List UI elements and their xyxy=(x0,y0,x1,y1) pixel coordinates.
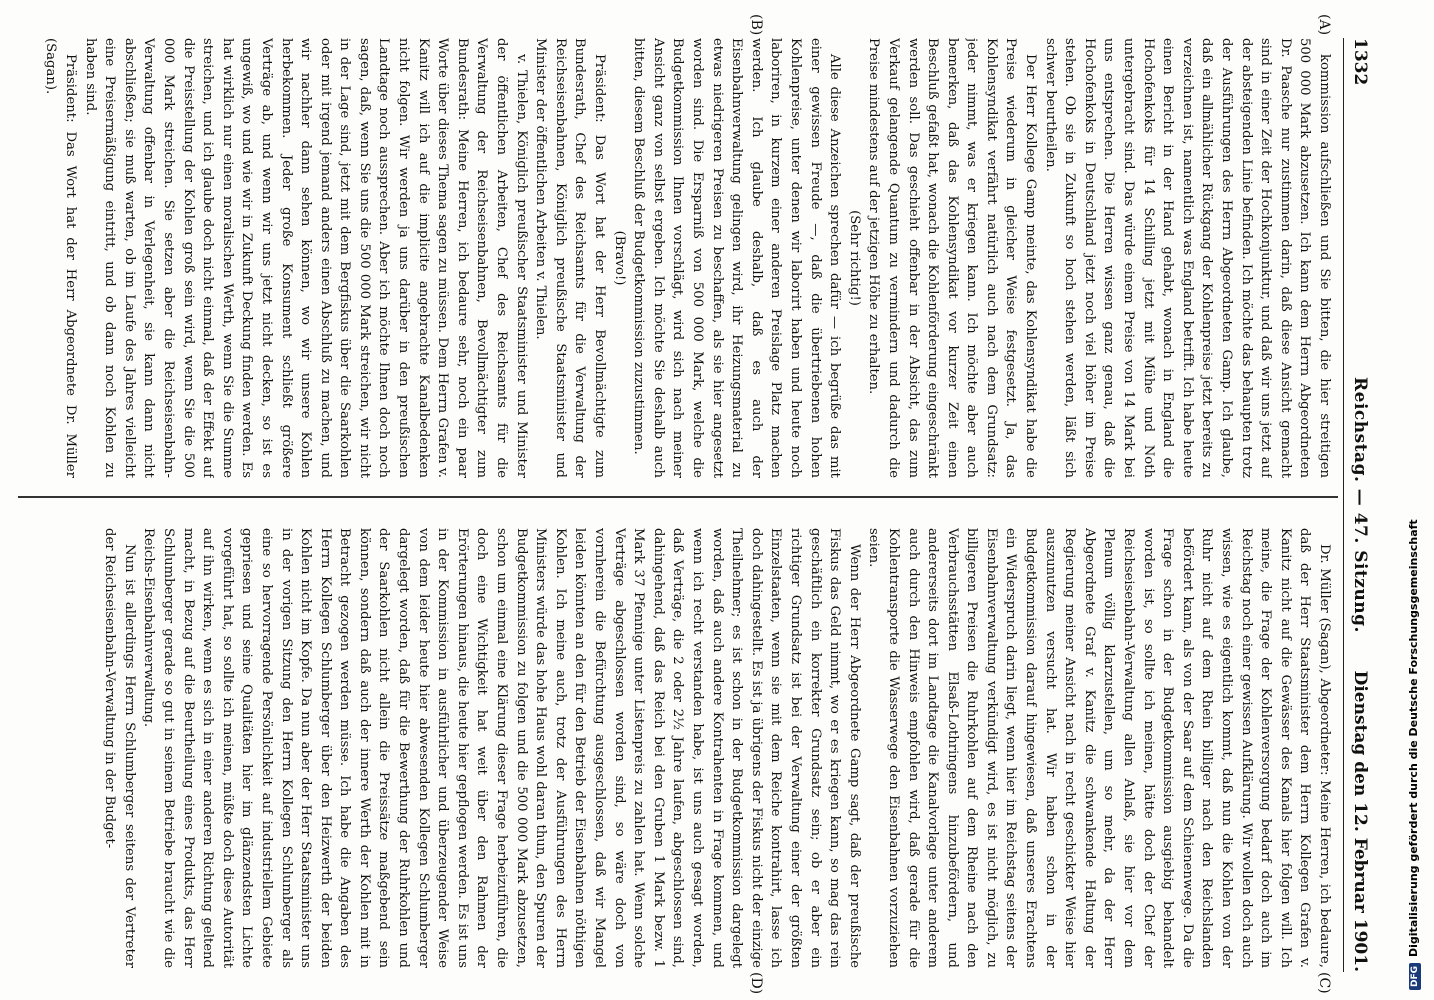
left-text-column xyxy=(14,38,1334,478)
paragraph: Alle diese Anzeichen sprechen dafür — ich begrüße das mit einer gewissen Freude —, daß die übertriebenen hohen Kohlenpreise, unter denen wir laborirt haben und heute noch laboriren, in kurzem einer anderen Preislage Platz machen werden. Ich glaube deshalb, daß es auch der Eisenbahnverwaltung gelingen wird, ihr Heizungsmaterial zu etwas niedrigeren Preisen zu beschaffen, als sie hier angesetzt worden sind. Die Ersparniß von 500 000 Mark, welche die Budgetkommission Ihnen vorschlägt, wird sich nach meiner Ansicht ganz von selbst ergeben. Ich möchte Sie deshalb auch bitten, diesem Beschluß der Budgetkommission zuzustimmen. xyxy=(631,38,843,478)
paragraph: Wenn der Herr Abgeordnete Gamp sagt, daß der preußische Fiskus das Geld nimmt, wo er es kriegen kann, so mag das rein geschäftlich ein korrekter Grundsatz sein; ob er aber ein richtiger Grundsatz ist bei der Verwaltung einer der größten Einzelstaaten, wenn sie mit dem Reiche kontrahirt, lasse ich doch dahingestellt. Es ist ja übrigens der Fiskus nicht der einzige Theilnehmer; es ist schon in der Budgetkommission dargelegt worden, daß auch andere Kontrahenten in Frage kommen, und wenn ich recht verstanden habe, ist uns auch gesagt worden, daß Verträge, die 2 oder 2½ Jahre laufen, abgeschlossen sind, dahingehend, daß das Reich bei den Gruben 1 Mark bezw. 1 Mark 37 Pfennige unter Listenpreis zu zahlen hat. Wenn solche Verträge abgeschlossen worden sind, so wäre doch von vornherein die Befürchtung ausgeschlossen, daß wir Mangel leiden könnten an den für den Betrieb der Eisenbahnen nöthigen Kohlen. Ich meine auch, trotz der Ausführungen des Herrn Ministers würde das hohe Haus wohl daran thun, den Spuren der Budgetkommission zu folgen und die 500 000 Mark abzusetzen, schon um einmal eine Klärung dieser Frage herbeizuführen, die doch eine Wichtigkeit hat weit über den Rahmen der Erörterungen hinaus, die heute hier gepflogen werden. Es ist uns in der Kommission in ausführlicher und überzeugender Weise von dem leider heute hier abwesenden Kollegen Schlumberger dargelegt worden, daß für die Bewerthung der Ruhrkohlen und der Saarkohlen nicht allein die Preissätze maßgebend sein können, sondern daß auch der innere Werth der Kohlen mit in Betracht gezogen werden müsse. Ich habe die Angaben des Herrn Kollegen Schlumberger über den Heizwerth der beiden Kohlen nicht im Kopfe. Da nun aber der Herr Staatsminister uns in der vorigen Sitzung den Herrn Kollegen Schlumberger als eine so hervorragende Persönlichkeit auf industriellem Gebiete gepriesen und seine Qualitäten hier im glänzendsten Lichte vorgeführt hat, so sollte ich meinen, müßte doch diese Autorität auf ihn wirken, wenn es sich in einer anderen Richtung geltend macht, in Bezug auf die Beurtheilung eines Produkts, das Herr Schlumberger gerade so gut in seinem Betriebe braucht wie die Reichs-Eisenbahnverwaltung. xyxy=(141,528,862,968)
right-text-column xyxy=(14,528,1334,968)
paragraph: kommission aufschließen und Sie bitten, die hier streitigen 500 000 Mark abzusetzen. Ich kann dem Herrn Abgeordneten Dr. Paasche nur zustimmen darin, daß diese Ansicht gemacht sind in einer Zeit der Hochkonjunktur, und daß wir uns jetzt auf der absteigenden Linie befinden. Ich möchte das behaupten trotz der Ausführungen des Herrn Abgeordneten Gamp. Ich glaube, daß ein allmählicher Rückgang der Kohlenpreise jetzt bereits zu verzeichnen ist, namentlich was England betrifft. Ich habe heute einen Bericht in der Hand gehabt, wonach in England die Hochofenkoks für 14 Schilling jetzt mit Mühe und Noth untergebracht sind. Das würde einem Preise von 14 Mark bei uns entsprechen. Die Herren wissen ganz genau, daß die Hochofenkoks in Deutschland jetzt noch viel höher im Preise stehen. Ob sie in Zukunft so hoch stehen werden, läßt sich schwer beurtheilen. xyxy=(1042,38,1332,478)
digitization-note: Digitalisierung gefördert durch die Deutsche Forschungsgemeinschaft xyxy=(1407,519,1420,957)
interjection: (Bravo!) xyxy=(611,230,627,286)
speech-mueller-sagan: Dr. Müller (Sagan), Abgeordneter: Meine Herren, ich bedaure, daß der Herr Staatsminister dem Herrn Kollegen Grafen v. Kanitz nicht auf die Gewässer des Kanals hier folgen will. Ich meine, die Frage der Kohlenversorgung bedarf doch auch im Reichstag noch einer gewissen Aufklärung. Wir wollen doch auch wissen, wie es eigentlich kommt, daß nun die Kohlen von der Ruhr nicht auf dem Rhein billiger nach den Reichslanden befördert kann, als von der Saar auf dem Schienenwege. Da die Frage schon in der Budgetkommission ausgiebig behandelt worden ist, so sollte ich meinen, hätte doch der Chef der Reichseisenbahn-Verwaltung allen Anlaß, sie hier vor dem Plenum völlig klarzustellen, um so mehr, da der Herr Abgeordnete Graf v. Kanitz die schwankende Haltung der Regierung meiner Ansicht nach in recht geschickter Weise hier auszunutzen versucht hat. Wir haben schon in der Budgetkommission darauf hingewiesen, daß unseres Erachtens ein Widerspruch darin liegt, wenn hier im Reichstag seitens der Eisenbahnverwaltung verkündigt wird, es ist nicht möglich, zu billigeren Preisen die Ruhrkohlen auf dem Rheine nach den Verbrauchsstätten Elsaß-Lothringens hinzubefördern, und andererseits dort im Landtage die Kanalvorlage unter anderem auch durch den Hinweis empfohlen wird, daß gerade für die Kohlentransporte die Wasserwege den Eisenbahnen vorzuziehen seien. xyxy=(866,528,1332,968)
paragraph: Der Herr Kollege Gamp meinte, das Kohlensyndikat habe die Preise wiederum in gleicher Weise festgesetzt. Ja, das Kohlensyndikat verfährt natürlich auch nach dem Grundsatz: jeder nimmt, was er kriegen kann. Ich möchte aber auch bemerken, daß das Kohlensyndikat vor kurzer Zeit einen Beschluß gefaßt hat, wonach die Kohlenförderung eingeschränkt werden soll. Das geschieht offenbar in der Absicht, das zum Verkauf gelangende Quantum zu vermindern und dadurch die Preise mindestens auf der jetzigen Höhe zu erhalten. xyxy=(866,38,1039,478)
page-header xyxy=(1343,38,1370,972)
column-divider xyxy=(18,496,1338,498)
session-date: Dienstag den 12. Februar 1901. xyxy=(1350,670,1370,972)
paragraph: Nun ist allerdings Herrn Schlumberger seitens der Vertreter der Reichseisenbahn-Verwaltung in der Budget- xyxy=(102,528,137,968)
president-statement: Präsident: Das Wort hat der Herr Abgeordnete Dr. Müller (Sagan). xyxy=(43,38,78,478)
session-title: Reichstag. — 47. Sitzung. xyxy=(1350,377,1370,633)
margin-marker-b: (B) xyxy=(748,14,764,36)
interjection: (Sehr richtig!) xyxy=(846,210,862,306)
margin-marker-a: (A) xyxy=(1316,14,1332,36)
margin-marker-c: (C) xyxy=(1316,972,1332,994)
speech-v-thielen: v. Thielen, Königlich preußischer Staatsminister und Minister der öffentlichen Arbeiten, Chef des Reichsamts für die Verwaltung der Reichseisenbahnen, Bevollmächtigter zum Bundesrath: Meine Herren, ich bedaure sehr, noch ein paar Worte über dieses Thema sagen zu müssen. Dem Herrn Grafen v. Kanitz will ich auf die implicite angebrachte Kanalbedenken nicht folgen. Wir werden ja uns darüber in den preußischen Landtage noch aussprechen. Aber ich möchte Ihnen doch noch sagen, daß, wenn Sie uns die 500 000 Mark streichen, wir nicht in der Lage sind, jetzt mit dem Bergfiskus über die Saarkohlen oder mit irgend jemand anders einen Abschluß zu machen, und wir nachher dann sehen können, wo wir unsere Kohlen herbekommen. Jeder große Konsument schließt größere Verträge ab, und wenn wir uns jetzt nicht decken, so ist es ungewiß, wo und wie wir in Zukunft Deckung finden werden. Es hat wirklich nur einen moralischen Werth, wenn Sie die Summe streichen, und ich glaube doch nicht einmal, daß der Effekt auf die Preisstellung der Kohlen groß sein wird, wenn Sie die 500 000 Mark streichen. Sie setzen aber die Reichseisenbahn-Verwaltung offenbar in Verlegenheit, sie kann dann nicht abschließen; sie muß warten, ob im Laufe des Jahres vielleicht eine Preisermäßigung eintritt, und ob dann noch Kohlen zu haben sind. xyxy=(82,38,529,478)
page-number: 1332 xyxy=(1350,38,1370,86)
president-statement: Präsident: Das Wort hat der Herr Bevollmächtigte zum Bundesrath, Chef des Reichsamts für die Verwaltung der Reichseisenbahnen, Königlich preußische Staatsminister und Minister der öffentlichen Arbeiten v. Thielen. xyxy=(533,38,608,478)
margin-marker-d: (D) xyxy=(748,972,764,995)
dfg-logo-icon: DFG xyxy=(1409,963,1421,990)
digitization-footer xyxy=(1407,0,1421,990)
